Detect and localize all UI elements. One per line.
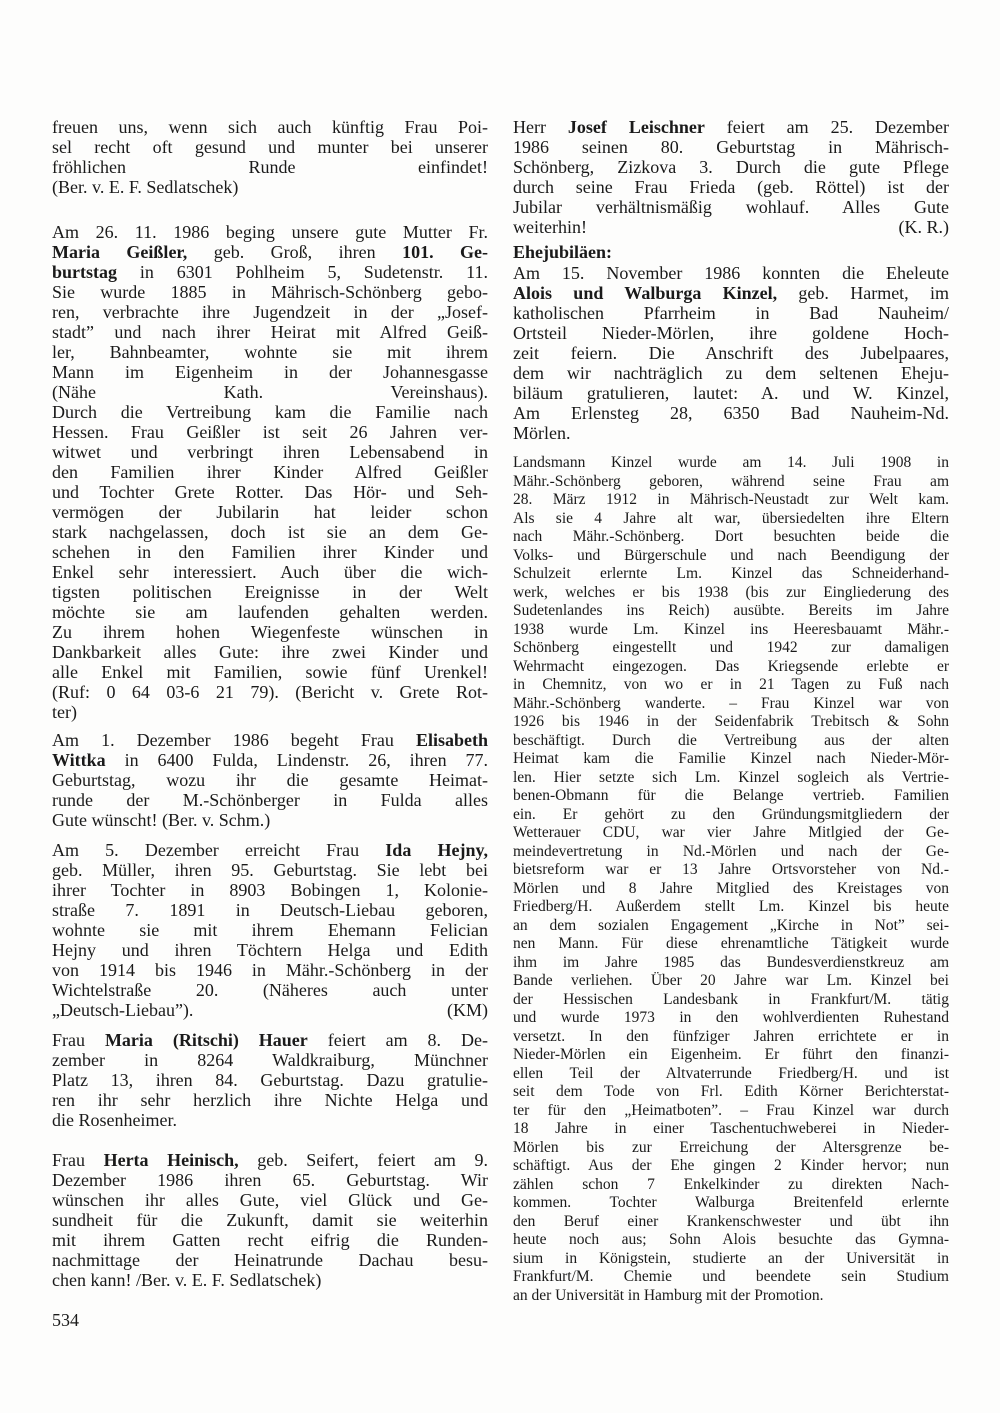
- text-line: [513, 917, 949, 936]
- text-segment: fröhlichen Runde einfindet!: [52, 157, 488, 177]
- text-segment: schehen in den Familien ihrer Kinder und: [52, 542, 488, 562]
- text-line: [52, 382, 488, 402]
- text-line: [52, 262, 488, 282]
- paragraph-josef-leischner: [513, 117, 949, 237]
- text-line: [513, 880, 949, 899]
- text-line: [513, 303, 949, 323]
- text-line: [52, 462, 488, 482]
- text-segment: vermögen der Jubilarin hat leider schon: [52, 502, 488, 522]
- text-line: [513, 1213, 949, 1232]
- text-segment: und Tochter Grete Rotter. Das Hör- und Seh-: [52, 482, 488, 502]
- text-segment: Mörlen.: [513, 423, 571, 443]
- text-segment: runde der M.-Schönberger in Fulda alles: [52, 790, 488, 810]
- text-segment: zember in 8264 Waldkraiburg, Münchner: [52, 1050, 488, 1070]
- text-line: [52, 542, 488, 562]
- text-segment: Schulzeit erlernte Lm. Kinzel das Schneiderhand-: [513, 565, 949, 582]
- text-line: [52, 750, 488, 770]
- text-line: [52, 920, 488, 940]
- text-line: [513, 137, 949, 157]
- text-segment: 18 Jahre in einer Taschentuchweberei in Nieder-: [513, 1120, 949, 1137]
- text-line: [52, 157, 488, 177]
- text-line: [513, 843, 949, 862]
- text-line: [52, 940, 488, 960]
- text-segment: tigsten politischen Ereignisse in der Welt: [52, 582, 488, 602]
- text-segment: schäftigt. Aus der Ehe gingen 2 Kinder hervor; nun: [513, 1157, 949, 1174]
- text-line: [513, 363, 949, 383]
- left-column: [52, 117, 488, 1290]
- text-segment: Platz 13, ihren 84. Geburtstag. Dazu gratulie-: [52, 1070, 488, 1090]
- text-line: [52, 342, 488, 362]
- text-line: [513, 824, 949, 843]
- text-segment: versetzt. In den fünfziger Jahren errichtete er in: [513, 1027, 949, 1045]
- text-line: [513, 1250, 949, 1269]
- text-segment: beschäftigt. Durch die Vertreibung aus der alten: [513, 731, 949, 749]
- text-line: [513, 454, 949, 473]
- text-line: [52, 117, 488, 137]
- text-line: [52, 422, 488, 442]
- bold-name: Ida Hejny,: [385, 840, 488, 860]
- text-line: [52, 302, 488, 322]
- text-line: [52, 1110, 488, 1130]
- text-segment: feiert am 25. Dezember: [704, 117, 949, 137]
- paragraph-elisabeth-wittka: [52, 730, 488, 830]
- text-segment: Hejny und ihren Töchtern Helga und Edith: [52, 940, 488, 960]
- text-line: [513, 954, 949, 973]
- text-segment: seit dem Tode von Frl. Edith Körner Berichterstat-: [513, 1083, 949, 1100]
- text-line: [513, 323, 949, 343]
- text-segment: alle Enkel mit Familien, sowie fünf Urenkel!: [52, 662, 488, 682]
- text-line: [513, 1065, 949, 1084]
- section-heading-ehejubilaeen: [513, 242, 949, 262]
- text-line: [52, 1050, 488, 1070]
- text-line: [513, 1120, 949, 1139]
- text-line: [513, 787, 949, 806]
- author-initials: (KM): [447, 1000, 488, 1020]
- bold-name: Maria (Ritschi) Hauer: [104, 1030, 308, 1050]
- text-segment: Nieder-Mörlen ein Eigenheim. Er führt den finanzi-: [513, 1046, 949, 1063]
- text-segment: 1926 bis 1946 in der Seidenfabrik Trebitsch & Sohn: [513, 713, 949, 730]
- text-line: [52, 242, 488, 262]
- text-segment: Herr: [513, 117, 568, 137]
- text-segment: Wehrmacht eingezogen. Das Kriegsende erlebte er: [513, 657, 949, 675]
- text-line: [52, 642, 488, 662]
- paragraph-maria-geissler: [52, 222, 488, 722]
- text-line: [52, 770, 488, 790]
- text-line: [513, 403, 949, 423]
- bold-name: Wittka: [52, 750, 106, 770]
- text-segment: in Chemnitz, von wo er in 21 Tagen zu Fuß nach: [513, 676, 949, 693]
- bold-name: Maria Geißler,: [52, 242, 188, 262]
- text-segment: Mörlen bis zur Erreichung der Altersgrenze be-: [513, 1138, 949, 1156]
- text-line: [52, 840, 488, 860]
- text-line: [52, 1250, 488, 1270]
- text-segment: heute noch aus; Sohn Alois besuchte das Gymna-: [513, 1231, 949, 1248]
- text-segment: 1986 seinen 80. Geburtstag in Mährisch-: [513, 137, 949, 157]
- bold-name: 101. Ge-: [402, 242, 489, 262]
- text-segment: Wichtelstraße 20. (Näheres auch unter: [52, 980, 488, 1000]
- text-segment: Schönberg, Zizkova 3. Durch die gute Pflege: [513, 157, 949, 177]
- text-line: [513, 713, 949, 732]
- text-segment: ein. Er gehört zu den Gründungsmitgliedern der: [513, 805, 949, 823]
- bold-name: Josef Leischner: [567, 117, 705, 137]
- text-segment: Sie wurde 1885 in Mährisch-Schönberg gebo-: [52, 282, 488, 302]
- page-number: 534: [52, 1310, 79, 1330]
- text-segment: ren, verbrachte ihre Jugendzeit in der „Josef-: [52, 302, 488, 322]
- text-segment: Hessen. Frau Geißler ist seit 26 Jahren ver-: [52, 422, 488, 442]
- text-segment: meindevertretung in Nd.-Mörlen und nach der Ge-: [513, 842, 949, 860]
- text-line: [513, 423, 949, 443]
- text-segment: Am Erlensteg 28, 6350 Bad Nauheim-Nd.: [513, 403, 949, 423]
- text-line: [513, 1102, 949, 1121]
- text-segment: Enkel sehr interessiert. Auch über die wich-: [52, 562, 488, 582]
- text-line: [513, 491, 949, 510]
- text-segment: ter für den „Heimatboten”. – Frau Kinzel war durch: [513, 1101, 949, 1119]
- text-segment: Bande verliehen. Über 20 Jahre war Lm. Kinzel bei: [513, 972, 949, 989]
- text-segment: sundheit für die Zukunft, damit sie weiterhin: [52, 1210, 488, 1230]
- text-segment: katholischen Pfarrheim in Bad Nauheim/: [513, 303, 949, 323]
- text-line: [52, 682, 488, 702]
- text-line: [513, 806, 949, 825]
- text-segment: Zu ihrem hohen Wiegenfeste wünschen in: [52, 622, 488, 642]
- text-segment: ter): [52, 702, 77, 722]
- text-line: [52, 582, 488, 602]
- paragraph-ida-hejny: [52, 840, 488, 1020]
- text-line: [52, 730, 488, 750]
- text-line: [52, 790, 488, 810]
- paragraph-herta-heinisch: [52, 1150, 488, 1290]
- text-segment: Schönberg eingestellt und 1942 zur damaligen: [513, 639, 949, 656]
- paragraph-kinzel-biography: [513, 454, 949, 1305]
- paragraph-poisel-closing: [52, 117, 488, 197]
- text-line: [513, 197, 949, 217]
- text-line: [513, 658, 949, 677]
- text-line: [513, 769, 949, 788]
- text-segment: Frau: [52, 1030, 105, 1050]
- text-segment: Frau: [52, 1150, 104, 1170]
- text-segment: feiert am 8. De-: [307, 1030, 488, 1050]
- text-line: [513, 676, 949, 695]
- text-segment: Dankbarkeit alles Gute: ihre zwei Kinder und: [52, 642, 488, 662]
- text-line: [513, 510, 949, 529]
- text-segment: stark nachgelassen, doch ist sie an dem Ge-: [52, 522, 488, 542]
- text-line: [513, 639, 949, 658]
- text-line: [52, 900, 488, 920]
- text-segment: in 6301 Pohlheim 5, Sudetenstr. 11.: [117, 262, 488, 282]
- text-line: [52, 810, 488, 830]
- text-line: [52, 662, 488, 682]
- text-segment: Am 26. 11. 1986 beging unsere gute Mutter Fr.: [52, 222, 488, 242]
- text-line: [52, 1070, 488, 1090]
- text-segment: wohnte sie mit ihrem Ehemann Felician: [52, 920, 488, 940]
- text-line: [513, 621, 949, 640]
- text-line: [513, 1268, 949, 1287]
- text-line: [52, 1150, 488, 1170]
- text-line: [52, 522, 488, 542]
- text-segment: Am 15. November 1986 konnten die Eheleute: [513, 263, 949, 283]
- text-line: [513, 1139, 949, 1158]
- text-segment: Am 5. Dezember erreicht Frau: [52, 840, 386, 860]
- text-line: [513, 1194, 949, 1213]
- text-line: [513, 565, 949, 584]
- text-line: [513, 584, 949, 603]
- text-line: [513, 283, 949, 303]
- right-column: [513, 117, 949, 1305]
- text-line: [513, 750, 949, 769]
- text-line: [52, 1030, 488, 1050]
- text-line: [52, 1190, 488, 1210]
- text-line: [513, 1046, 949, 1065]
- text-segment: (Ber. v. E. F. Sedlatschek): [52, 177, 239, 197]
- text-segment: an dem sozialen Engagement „Kirche in Not” sei-: [513, 916, 949, 934]
- text-line: [52, 1170, 488, 1190]
- text-segment: Sudetenlandes ins Reich) ausübte. Bereits im Jahre: [513, 602, 949, 619]
- text-segment: weiterhin!: [513, 217, 587, 237]
- text-segment: Mörlen und 8 Jahre Mitglied des Kreistages von: [513, 879, 949, 897]
- text-segment: „Deutsch-Liebau”).: [52, 1000, 194, 1020]
- text-line: [513, 861, 949, 880]
- text-segment: Heimat kam die Familie Kinzel nach Nieder-Mör-: [513, 750, 949, 767]
- text-segment: den Beruf einer Krankenschwester und übt ihn: [513, 1212, 949, 1230]
- text-line: [52, 1000, 488, 1020]
- text-line: [513, 528, 949, 547]
- author-initials: (K. R.): [898, 217, 949, 237]
- text-line: [52, 282, 488, 302]
- text-segment: benen-Obmann für die Belange vertrieb. Familien: [513, 787, 949, 804]
- bold-name: burtstag: [52, 262, 118, 282]
- text-line: [513, 263, 949, 283]
- text-segment: geb. Harmet, im: [777, 283, 949, 303]
- text-segment: sium in Königstein, studierte an der Universität in: [513, 1249, 949, 1267]
- text-line: [513, 1157, 949, 1176]
- text-line: [52, 860, 488, 880]
- bold-name: Herta Heinisch,: [103, 1150, 239, 1170]
- text-line: [513, 1009, 949, 1028]
- text-line: [52, 137, 488, 157]
- text-segment: von 1914 bis 1946 in Mähr.-Schönberg in der: [52, 960, 488, 980]
- text-segment: nachmittage der Heinatrunde Dachau besu-: [52, 1250, 488, 1270]
- text-segment: die Rosenheimer.: [52, 1110, 177, 1130]
- bold-name: Elisabeth: [415, 730, 488, 750]
- text-segment: ihrer Tochter in 8903 Bobingen 1, Kolonie-: [52, 880, 488, 900]
- text-segment: (Nähe Kath. Vereinshaus).: [52, 382, 488, 402]
- text-line: [513, 602, 949, 621]
- text-line: [52, 960, 488, 980]
- text-segment: ler, Bahnbeamter, wohnte sie mit ihrem: [52, 342, 488, 362]
- text-segment: sel recht oft gesund und munter bei unserer: [52, 137, 488, 157]
- text-segment: Mähr.-Schönberg wanderte. – Frau Kinzel war von: [513, 694, 949, 712]
- text-line: [513, 1231, 949, 1250]
- text-segment: mit ihrem Gatten recht eifrig die Runden-: [52, 1230, 488, 1250]
- text-segment: der Hessischen Landesbank in Frankfurt/M. tätig: [513, 990, 949, 1008]
- text-line: [52, 1230, 488, 1250]
- text-segment: durch seine Frau Frieda (geb. Röttel) ist der: [513, 177, 949, 197]
- text-segment: Gute wünscht! (Ber. v. Schm.): [52, 810, 271, 830]
- text-line: [513, 1287, 949, 1306]
- text-line: [513, 972, 949, 991]
- text-segment: Am 1. Dezember 1986 begeht Frau: [52, 730, 416, 750]
- text-line: [52, 1270, 488, 1290]
- text-line: [513, 695, 949, 714]
- text-segment: und wurde 1973 in den wohlverdienten Ruhestand: [513, 1009, 949, 1026]
- text-line: [52, 402, 488, 422]
- text-segment: Dezember 1986 ihren 65. Geburtstag. Wir: [52, 1170, 488, 1190]
- text-line: [513, 732, 949, 751]
- text-line: [513, 991, 949, 1010]
- text-line: [513, 383, 949, 403]
- text-line: [513, 1176, 949, 1195]
- text-segment: Geburtstag, wozu ihr die gesamte Heimat-: [52, 770, 488, 790]
- text-line: [513, 1083, 949, 1102]
- text-line: [52, 622, 488, 642]
- text-segment: werk, welches er bis 1938 (bis zur Eingliederung des: [513, 583, 949, 601]
- text-segment: 1938 wurde Lm. Kinzel ins Heeresbauamt Mähr.-: [513, 620, 949, 638]
- text-line: [52, 880, 488, 900]
- text-segment: stadt” und nach ihrer Heirat mit Alfred Geiß-: [52, 322, 488, 342]
- text-line: [52, 602, 488, 622]
- text-segment: den Familien ihrer Kinder Alfred Geißler: [52, 462, 488, 482]
- text-segment: Frankfurt/M. Chemie und beendete sein Studium: [513, 1268, 949, 1285]
- text-segment: ren ihr sehr herzlich ihre Nichte Helga und: [52, 1090, 488, 1110]
- text-segment: (Ruf: 0 64 03-6 21 79). (Bericht v. Grete Rot-: [52, 682, 488, 702]
- text-line: [52, 482, 488, 502]
- text-segment: nach Mähr.-Schönberg. Dort besuchten beide die: [513, 528, 949, 545]
- text-segment: freuen uns, wenn sich auch künftig Frau Poi-: [52, 117, 488, 137]
- text-line: [513, 1028, 949, 1047]
- text-segment: Mähr.-Schönberg geboren, während seine Frau am: [513, 472, 949, 490]
- text-line: [52, 562, 488, 582]
- text-line: [52, 177, 488, 197]
- text-line: [513, 177, 949, 197]
- text-line: [513, 217, 949, 237]
- text-line: [52, 702, 488, 722]
- text-segment: nen Mann. Für diese ehrenamtliche Tätigkeit wurde: [513, 935, 949, 952]
- text-line: [52, 322, 488, 342]
- paragraph-kinzel-anniversary: [513, 263, 949, 443]
- text-line: [513, 935, 949, 954]
- text-segment: Als sie 4 Jahre alt war, übersiedelten ihre Eltern: [513, 509, 949, 527]
- text-segment: zählen schon 7 Enkelkinder zu direkten Nach-: [513, 1175, 949, 1193]
- text-segment: biläum gratulieren, lautet: A. und W. Kinzel,: [513, 383, 949, 403]
- text-segment: Durch die Vertreibung kam die Familie nach: [52, 402, 488, 422]
- text-segment: len. Hier setzte sich Lm. Kinzel sogleich als Vertrie-: [513, 768, 949, 786]
- text-segment: Mann im Eigenheim in der Johannesgasse: [52, 362, 488, 382]
- text-segment: an der Universität in Hamburg mit der Promotion.: [513, 1286, 824, 1304]
- text-line: [513, 473, 949, 492]
- text-segment: Ortsteil Nieder-Mörlen, ihre goldene Hoch-: [513, 323, 949, 343]
- text-line: [52, 1210, 488, 1230]
- text-line: [52, 442, 488, 462]
- text-segment: geb. Seifert, feiert am 9.: [238, 1150, 488, 1170]
- text-segment: wünschen ihr alles Gute, viel Glück und Ge-: [52, 1190, 488, 1210]
- text-line: [52, 222, 488, 242]
- text-line: [52, 502, 488, 522]
- text-line: [513, 547, 949, 566]
- text-line: [513, 898, 949, 917]
- text-line: [513, 242, 949, 262]
- text-line: [52, 1090, 488, 1110]
- text-segment: geb. Groß, ihren: [187, 242, 403, 262]
- text-segment: in 6400 Fulda, Lindenstr. 26, ihren 77.: [105, 750, 488, 770]
- text-line: [513, 157, 949, 177]
- text-line: [513, 343, 949, 363]
- text-segment: Friedberg/H. Außerdem stellt Lm. Kinzel bis heute: [513, 898, 949, 915]
- text-segment: 28. März 1912 in Mährisch-Neustadt zur Welt kam.: [513, 491, 949, 508]
- text-segment: kommen. Tochter Walburga Breitenfeld erlernte: [513, 1194, 949, 1211]
- text-segment: dem wir nachträglich zu dem seltenen Eheju-: [513, 363, 949, 383]
- text-segment: Wetterauer CDU, war vier Jahre Mitlgied der Ge-: [513, 824, 949, 841]
- text-segment: Landsmann Kinzel wurde am 14. Juli 1908 in: [513, 454, 949, 471]
- text-segment: zeit feiern. Die Anschrift des Jubelpaares,: [513, 343, 949, 363]
- bold-name: Ehejubiläen:: [513, 242, 613, 262]
- text-line: [52, 362, 488, 382]
- text-segment: ellen Teil der Altvaterrunde Friedberg/H. und ist: [513, 1064, 949, 1082]
- text-segment: möchte sie am laufenden gehalten werden.: [52, 602, 488, 622]
- text-line: [513, 117, 949, 137]
- text-segment: Volks- und Bürgerschule und nach Beendigung der: [513, 546, 949, 564]
- text-segment: Jubilar verhältnismäßig wohlauf. Alles Gute: [513, 197, 949, 217]
- text-segment: straße 7. 1891 in Deutsch-Liebau geboren,: [52, 900, 488, 920]
- text-segment: geb. Müller, ihren 95. Geburtstag. Sie lebt bei: [52, 860, 488, 880]
- text-segment: ihm im Jahre 1985 das Bundesverdienstkreuz am: [513, 953, 949, 971]
- paragraph-maria-hauer: [52, 1030, 488, 1130]
- text-segment: witwet und verbringt ihren Lebensabend in: [52, 442, 488, 462]
- text-segment: bietsreform war er 13 Jahre Ortsvorsteher von Nd.-: [513, 861, 949, 878]
- bold-name: Alois und Walburga Kinzel,: [513, 283, 778, 303]
- text-line: [52, 980, 488, 1000]
- text-segment: chen kann! /Ber. v. E. F. Sedlatschek): [52, 1270, 322, 1290]
